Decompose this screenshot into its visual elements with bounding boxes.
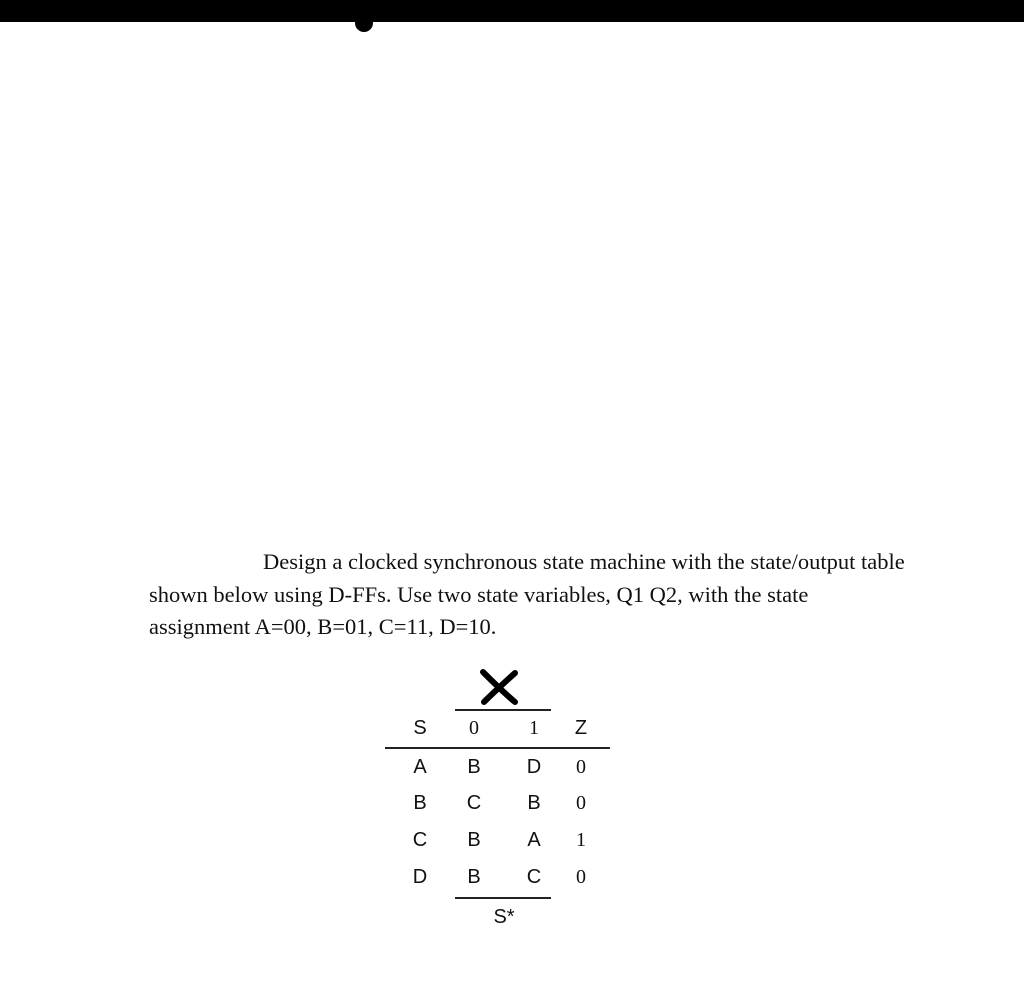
row-a-next-0: B (467, 756, 481, 778)
row-c-next-1: A (527, 829, 541, 851)
row-b-next-0: C (466, 792, 482, 814)
next-state-label: S* (493, 906, 515, 928)
header-state: S (413, 717, 427, 739)
problem-line-1: Design a clocked synchronous state machine with the state/output table (263, 549, 905, 574)
header-x0: 0 (469, 717, 479, 739)
handwritten-x-mark (477, 668, 521, 706)
next-state-rule (455, 897, 551, 899)
row-b-next-1: B (527, 792, 541, 814)
row-c-output: 1 (576, 829, 586, 851)
row-b-state: B (413, 792, 427, 814)
row-a-next-1: D (526, 756, 542, 778)
header-x1: 1 (529, 717, 539, 739)
row-d-next-1: C (526, 866, 542, 888)
row-a-output: 0 (576, 756, 586, 778)
row-c-next-0: B (467, 829, 481, 851)
problem-line-2: shown below using D-FFs. Use two state variables, Q1 Q2, with the state (149, 581, 809, 607)
black-dot-marker (355, 14, 373, 32)
row-c-state: C (412, 829, 428, 851)
problem-line-3: assignment A=00, B=01, C=11, D=10. (149, 614, 497, 639)
row-d-output: 0 (576, 866, 586, 888)
problem-statement (149, 546, 979, 644)
row-d-next-0: B (467, 866, 481, 888)
row-d-state: D (412, 866, 428, 888)
input-header-rule (455, 709, 551, 711)
top-black-bar (0, 0, 1024, 22)
row-b-output: 0 (576, 792, 586, 814)
header-output: Z (574, 717, 588, 739)
header-rule (385, 747, 610, 749)
row-a-state: A (413, 756, 427, 778)
